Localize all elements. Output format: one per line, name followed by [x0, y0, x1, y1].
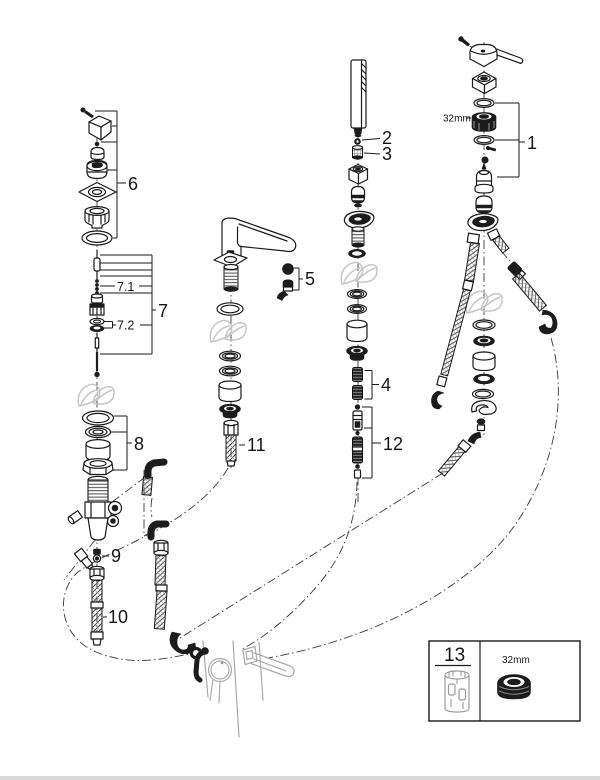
valve-dome — [87, 161, 107, 179]
callout-bracket-12 — [362, 407, 381, 478]
valve-body-right — [468, 196, 498, 231]
ring-32mm-icon — [498, 675, 531, 700]
footer-bar — [0, 776, 600, 780]
cube-handle — [89, 116, 111, 140]
cartridge-ring-32mm — [472, 112, 496, 131]
escutcheon-diamond — [79, 183, 116, 202]
hose-right-short — [487, 229, 509, 253]
callout-leader-3 — [364, 153, 380, 154]
part-label-2: 2 — [382, 128, 393, 148]
part-label-10: 10 — [108, 607, 129, 627]
legend-part-number: 13 — [444, 645, 466, 666]
diagonal-hose — [507, 261, 557, 334]
part-label-7-2: 7.2 — [117, 318, 135, 333]
legend-cell-32mm — [498, 655, 531, 699]
callout-bracket-8 — [111, 416, 132, 470]
set-screw — [95, 142, 99, 146]
threaded-tube — [352, 227, 364, 247]
connector-bead — [477, 419, 485, 431]
check-valves-4 — [353, 368, 363, 400]
leaf-watermark-icon — [341, 262, 377, 284]
callout-bracket-7 — [100, 255, 156, 354]
hose-dome — [352, 187, 365, 208]
dimension-label-32mm: 32mm — [443, 113, 471, 125]
part-label-12: 12 — [383, 434, 404, 454]
cartridge — [475, 171, 493, 194]
part-label-11: 11 — [247, 435, 266, 455]
square-cap — [473, 72, 497, 94]
socket-tool-icon — [445, 671, 469, 712]
callout-bracket-5 — [293, 268, 303, 290]
o-ring — [474, 99, 494, 108]
right-mounting-stack — [473, 320, 496, 399]
supply-hose-10 — [90, 566, 104, 645]
lever-screw — [458, 36, 471, 47]
handshower-column — [344, 60, 374, 478]
cartridge-screw — [486, 146, 496, 152]
callout-bracket-4 — [365, 371, 380, 400]
lever-cartridge-column — [431, 36, 557, 476]
diverter-kit-5 — [277, 264, 294, 301]
mount-stack — [347, 249, 368, 360]
callout-bracket-1 — [495, 103, 525, 177]
part-label-8: 8 — [134, 434, 145, 454]
part-label-4: 4 — [381, 375, 392, 395]
handshower-wand — [351, 60, 366, 137]
hose-left-long — [431, 233, 479, 409]
handle-screw — [81, 108, 93, 117]
callout-leader-2 — [362, 139, 380, 141]
lever-handle — [470, 45, 523, 67]
o-ring — [474, 136, 494, 145]
o-ring — [82, 231, 112, 245]
retaining-hook — [472, 401, 496, 415]
legend-dimension: 32mm — [502, 655, 530, 666]
elbow-hose-bottom — [438, 432, 481, 476]
square-nut — [349, 165, 368, 185]
leaf-watermark-icon — [78, 384, 114, 406]
mounting-nut — [85, 207, 109, 228]
check-valve-group-12 — [353, 405, 363, 478]
part-label-7-1: 7.1 — [117, 280, 135, 294]
cartridge-stem — [90, 250, 104, 377]
part-label-5: 5 — [305, 269, 316, 289]
part-label-3: 3 — [382, 144, 393, 164]
mounting-stack-8 — [83, 411, 114, 475]
leaf-watermark-icon — [210, 320, 246, 342]
connector-9 — [93, 549, 100, 562]
valve-body-left — [67, 476, 121, 540]
hose-assembly-center — [142, 462, 202, 659]
spout-mounting-stack — [217, 303, 243, 418]
part-label-6: 6 — [128, 174, 139, 194]
legend-box — [429, 641, 580, 721]
installation-schematic — [196, 641, 294, 737]
handle-cap — [91, 148, 104, 160]
filter-3 — [353, 146, 363, 160]
o-ring-2 — [355, 139, 361, 145]
spout-column — [214, 218, 296, 466]
hose-connector-11 — [224, 420, 238, 466]
cartridge-pin — [482, 157, 489, 172]
part-label-1: 1 — [527, 133, 538, 153]
assembly-axes — [64, 42, 484, 645]
part-label-7: 7 — [158, 301, 169, 321]
handshower-escutcheon — [344, 211, 374, 228]
part-label-9: 9 — [111, 546, 122, 566]
